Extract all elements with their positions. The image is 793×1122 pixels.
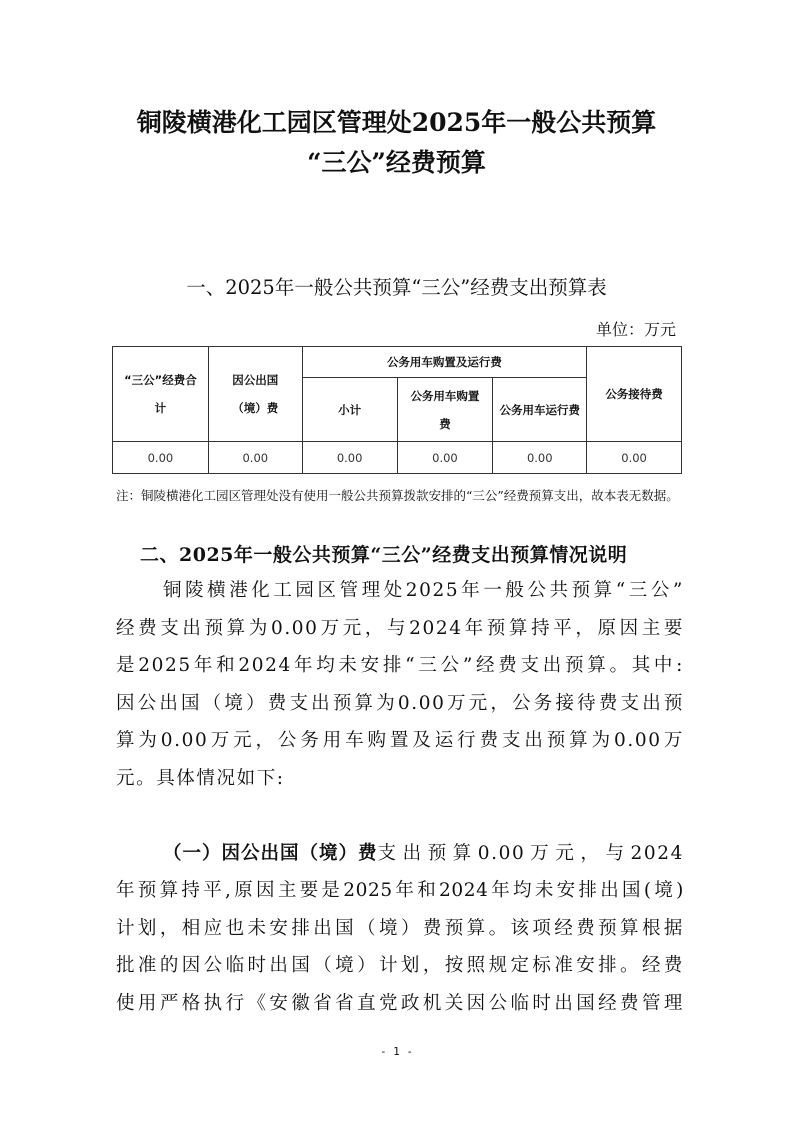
header-vehicle-operation: 公务用车运行费 [493, 378, 587, 442]
header-abroad: 因公出国（境）费 [208, 347, 302, 442]
para2-line: 支出预算0.00万元，与2024 [377, 843, 684, 864]
para2-line: 使用严格执行《安徽省省直党政机关因公临时出国经费管理 [116, 993, 684, 1014]
document-title-line2: “三公”经费预算 [307, 148, 486, 177]
header-vehicle-group: 公务用车购置及运行费 [302, 347, 586, 378]
para2-bold-heading: （一）因公出国（境）费 [163, 843, 378, 864]
document-title-line1: 铜陵横港化工园区管理处2025年一般公共预算 [136, 108, 657, 137]
para1-line: 铜陵横港化工园区管理处2025年一般公共预算“三公” [163, 580, 684, 601]
value-reception: 0.00 [587, 442, 682, 474]
para2-first-line [163, 835, 684, 873]
para1-line: 算为0.00万元，公务用车购置及运行费支出预算为0.00万 [116, 730, 684, 751]
value-abroad: 0.00 [208, 442, 302, 474]
para1-line: 经费支出预算为0.00万元，与2024年预算持平，原因主要 [116, 618, 684, 639]
para2-line: 计划，相应也未安排出国（境）费预算。该项经费预算根据 [116, 918, 684, 939]
value-total: 0.00 [113, 442, 209, 474]
unit-label: 单位：万元 [595, 320, 676, 339]
para2-line: 批准的因公临时出国（境）计划，按照规定标准安排。经费 [116, 955, 684, 976]
value-vehicle-subtotal: 0.00 [302, 442, 397, 474]
table-row [113, 442, 682, 474]
table-header-row [113, 347, 682, 378]
para1-line: 是2025年和2024年均未安排“三公”经费支出预算。其中: [116, 655, 684, 676]
para1-line: 因公出国（境）费支出预算为0.00万元，公务接待费支出预 [116, 693, 684, 714]
section2-heading: 二、2025年一般公共预算“三公”经费支出预算情况说明 [140, 544, 628, 566]
value-vehicle-purchase: 0.00 [397, 442, 493, 474]
section1-heading: 一、2025年一般公共预算“三公”经费支出预算表 [186, 276, 607, 299]
header-total: “三公”经费合计 [113, 347, 209, 442]
table-note: 注：铜陵横港化工园区管理处没有使用一般公共预算拨款安排的“三公”经费预算支出，故本表无数据。 [116, 488, 679, 503]
header-reception: 公务接待费 [587, 347, 682, 442]
para1-line: 元。具体情况如下: [116, 768, 285, 789]
budget-table [112, 346, 682, 474]
page-number: - 1 - [379, 1045, 414, 1058]
para2-line: 年预算持平,原因主要是2025年和2024年均未安排出国(境) [116, 880, 684, 901]
header-vehicle-purchase: 公务用车购置费 [397, 378, 493, 442]
header-vehicle-subtotal: 小计 [302, 378, 397, 442]
value-vehicle-operation: 0.00 [493, 442, 587, 474]
